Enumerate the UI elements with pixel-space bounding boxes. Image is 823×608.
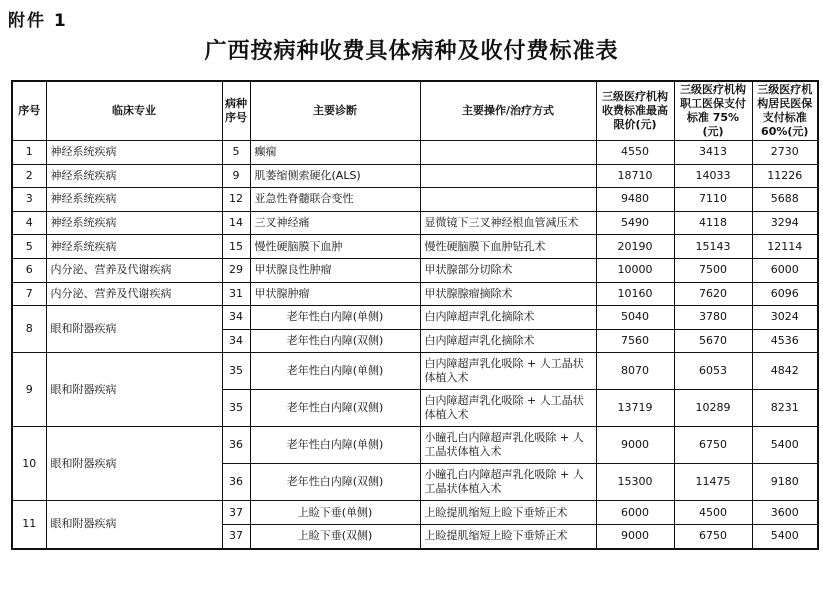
cell-employee: 6750 <box>674 524 752 548</box>
cell-limit: 15300 <box>596 464 674 501</box>
cell-seq: 11 <box>12 501 46 549</box>
cell-diagnosis: 老年性白内障(双侧) <box>250 329 420 353</box>
table-row <box>12 211 818 235</box>
cell-employee: 4118 <box>674 211 752 235</box>
cell-employee: 7110 <box>674 188 752 212</box>
cell-employee: 7620 <box>674 282 752 306</box>
cell-resident: 5400 <box>752 524 818 548</box>
page-title: 广西按病种收费具体病种及收付费标准表 <box>204 39 619 64</box>
table-row <box>12 164 818 188</box>
cell-disease-no: 36 <box>222 464 250 501</box>
header-operation: 主要操作/治疗方式 <box>420 81 596 141</box>
table-row <box>12 501 818 525</box>
cell-limit: 4550 <box>596 141 674 165</box>
cell-disease-no: 5 <box>222 141 250 165</box>
cell-specialty: 内分泌、营养及代谢疾病 <box>46 282 222 306</box>
cell-operation <box>420 188 596 212</box>
cell-specialty: 神经系统疾病 <box>46 235 222 259</box>
cell-resident: 9180 <box>752 464 818 501</box>
cell-limit: 10160 <box>596 282 674 306</box>
cell-disease-no: 14 <box>222 211 250 235</box>
cell-seq: 3 <box>12 188 46 212</box>
cell-seq: 7 <box>12 282 46 306</box>
header-employee: 三级医疗机构职工医保支付标准 75%(元) <box>674 81 752 141</box>
cell-resident: 12114 <box>752 235 818 259</box>
cell-operation: 白内障超声乳化摘除术 <box>420 306 596 330</box>
header-limit: 三级医疗机构收费标准最高限价(元) <box>596 81 674 141</box>
cell-resident: 3600 <box>752 501 818 525</box>
cell-disease-no: 35 <box>222 353 250 390</box>
cell-employee: 7500 <box>674 258 752 282</box>
cell-disease-no: 31 <box>222 282 250 306</box>
cell-specialty: 眼和附器疾病 <box>46 353 222 427</box>
cell-limit: 13719 <box>596 390 674 427</box>
table-row <box>12 282 818 306</box>
cell-seq: 10 <box>12 427 46 501</box>
cell-diagnosis: 亚急性脊髓联合变性 <box>250 188 420 212</box>
cell-operation: 白内障超声乳化吸除 + 人工晶状体植入术 <box>420 353 596 390</box>
cell-operation: 上睑提肌缩短上睑下垂矫正术 <box>420 524 596 548</box>
cell-limit: 5490 <box>596 211 674 235</box>
cell-employee: 6750 <box>674 427 752 464</box>
cell-employee: 3413 <box>674 141 752 165</box>
cell-diagnosis: 上睑下垂(双侧) <box>250 524 420 548</box>
cell-limit: 18710 <box>596 164 674 188</box>
cell-disease-no: 34 <box>222 306 250 330</box>
cell-seq: 8 <box>12 306 46 353</box>
cell-limit: 6000 <box>596 501 674 525</box>
cell-limit: 20190 <box>596 235 674 259</box>
cell-seq: 9 <box>12 353 46 427</box>
cell-specialty: 眼和附器疾病 <box>46 501 222 549</box>
cell-employee: 10289 <box>674 390 752 427</box>
cell-disease-no: 36 <box>222 427 250 464</box>
cell-resident: 5400 <box>752 427 818 464</box>
cell-limit: 8070 <box>596 353 674 390</box>
cell-disease-no: 9 <box>222 164 250 188</box>
cell-operation: 显微镜下三叉神经根血管减压术 <box>420 211 596 235</box>
cell-resident: 5688 <box>752 188 818 212</box>
cell-specialty: 神经系统疾病 <box>46 164 222 188</box>
table-body <box>12 141 818 549</box>
cell-operation: 白内障超声乳化摘除术 <box>420 329 596 353</box>
cell-diagnosis: 老年性白内障(单侧) <box>250 427 420 464</box>
cell-resident: 3024 <box>752 306 818 330</box>
cell-seq: 5 <box>12 235 46 259</box>
cell-diagnosis: 老年性白内障(单侧) <box>250 353 420 390</box>
cell-specialty: 神经系统疾病 <box>46 188 222 212</box>
cell-seq: 1 <box>12 141 46 165</box>
cell-resident: 6000 <box>752 258 818 282</box>
cell-diagnosis: 老年性白内障(单侧) <box>250 306 420 330</box>
cell-disease-no: 29 <box>222 258 250 282</box>
cell-operation <box>420 141 596 165</box>
cell-resident: 11226 <box>752 164 818 188</box>
cell-specialty: 神经系统疾病 <box>46 211 222 235</box>
cell-operation: 甲状腺部分切除术 <box>420 258 596 282</box>
cell-seq: 6 <box>12 258 46 282</box>
cell-employee: 15143 <box>674 235 752 259</box>
cell-resident: 6096 <box>752 282 818 306</box>
cell-diagnosis: 慢性硬脑膜下血肿 <box>250 235 420 259</box>
cell-disease-no: 37 <box>222 501 250 525</box>
table-row <box>12 141 818 165</box>
cell-operation: 上睑提肌缩短上睑下垂矫正术 <box>420 501 596 525</box>
cell-resident: 3294 <box>752 211 818 235</box>
cell-operation: 小瞳孔白内障超声乳化吸除 + 人工晶状体植入术 <box>420 464 596 501</box>
cell-specialty: 眼和附器疾病 <box>46 306 222 353</box>
cell-disease-no: 15 <box>222 235 250 259</box>
table-row <box>12 235 818 259</box>
table-row <box>12 427 818 464</box>
cell-diagnosis: 甲状腺良性肿瘤 <box>250 258 420 282</box>
fee-standard-table <box>11 80 819 550</box>
header-seq: 序号 <box>12 81 46 141</box>
header-specialty: 临床专业 <box>46 81 222 141</box>
cell-resident: 4536 <box>752 329 818 353</box>
cell-diagnosis: 肌萎缩侧索硬化(ALS) <box>250 164 420 188</box>
cell-employee: 6053 <box>674 353 752 390</box>
cell-employee: 4500 <box>674 501 752 525</box>
cell-limit: 7560 <box>596 329 674 353</box>
cell-disease-no: 12 <box>222 188 250 212</box>
cell-operation: 小瞳孔白内障超声乳化吸除 + 人工晶状体植入术 <box>420 427 596 464</box>
cell-operation: 甲状腺腺瘤摘除术 <box>420 282 596 306</box>
cell-limit: 9000 <box>596 524 674 548</box>
cell-disease-no: 35 <box>222 390 250 427</box>
cell-resident: 8231 <box>752 390 818 427</box>
cell-diagnosis: 老年性白内障(双侧) <box>250 464 420 501</box>
cell-diagnosis: 老年性白内障(双侧) <box>250 390 420 427</box>
cell-employee: 3780 <box>674 306 752 330</box>
cell-limit: 5040 <box>596 306 674 330</box>
cell-employee: 5670 <box>674 329 752 353</box>
cell-operation <box>420 164 596 188</box>
cell-limit: 9480 <box>596 188 674 212</box>
cell-operation: 白内障超声乳化吸除 + 人工晶状体植入术 <box>420 390 596 427</box>
table-row <box>12 188 818 212</box>
cell-diagnosis: 甲状腺肿瘤 <box>250 282 420 306</box>
header-row <box>12 81 818 141</box>
cell-seq: 4 <box>12 211 46 235</box>
cell-disease-no: 34 <box>222 329 250 353</box>
cell-disease-no: 37 <box>222 524 250 548</box>
cell-diagnosis: 三叉神经痛 <box>250 211 420 235</box>
cell-employee: 11475 <box>674 464 752 501</box>
cell-specialty: 眼和附器疾病 <box>46 427 222 501</box>
header-disease-no: 病种序号 <box>222 81 250 141</box>
cell-diagnosis: 上睑下垂(单侧) <box>250 501 420 525</box>
cell-resident: 4842 <box>752 353 818 390</box>
cell-specialty: 内分泌、营养及代谢疾病 <box>46 258 222 282</box>
cell-operation: 慢性硬脑膜下血肿钻孔术 <box>420 235 596 259</box>
header-diagnosis: 主要诊断 <box>250 81 420 141</box>
annex-label: 附件 1 <box>8 11 68 31</box>
table-row <box>12 258 818 282</box>
cell-resident: 2730 <box>752 141 818 165</box>
cell-seq: 2 <box>12 164 46 188</box>
cell-specialty: 神经系统疾病 <box>46 141 222 165</box>
cell-limit: 9000 <box>596 427 674 464</box>
cell-diagnosis: 癫痫 <box>250 141 420 165</box>
cell-limit: 10000 <box>596 258 674 282</box>
table-row <box>12 353 818 390</box>
table-row <box>12 306 818 330</box>
cell-employee: 14033 <box>674 164 752 188</box>
header-resident: 三级医疗机构居民医保支付标准 60%(元) <box>752 81 818 141</box>
